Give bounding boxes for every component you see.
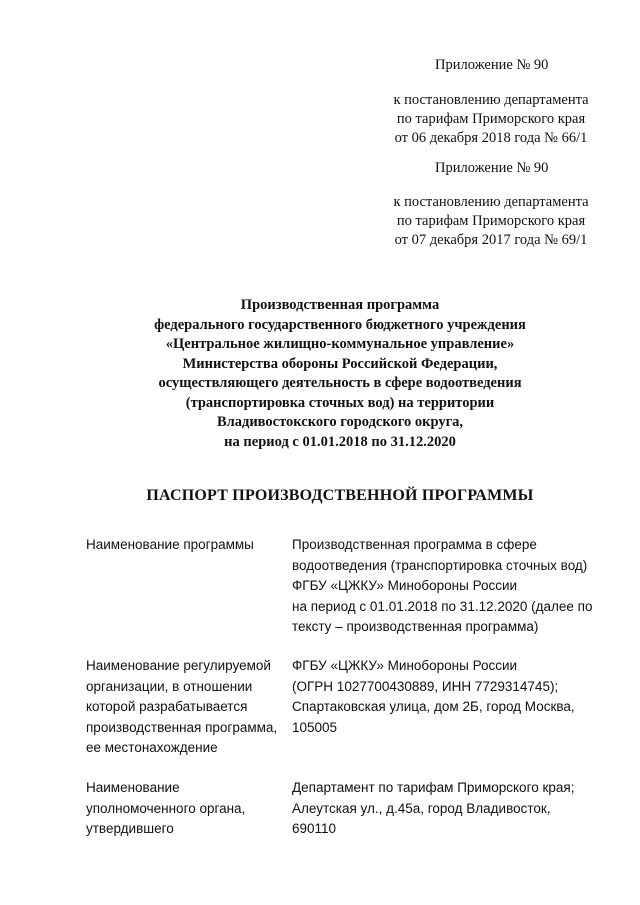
- row-label-line: ее местонахождение: [86, 740, 218, 755]
- appendix-1-line: от 06 декабря 2018 года № 66/1: [394, 130, 588, 146]
- row-value-line: Спартаковская улица, дом 2Б, город Москва,: [292, 699, 575, 714]
- heading-line: Министерства обороны Российской Федерации,: [182, 355, 498, 372]
- row-value-line: 105005: [292, 719, 338, 735]
- row-value: [292, 778, 606, 840]
- row-value: [292, 656, 606, 738]
- passport-row-program-name: [86, 535, 606, 640]
- row-label-line: организации, в отношении: [86, 678, 253, 694]
- appendix-2-line: по тарифам Приморского края: [396, 213, 586, 229]
- row-label-line: Наименование регулируемой: [86, 658, 271, 673]
- row-value-line: на период с 01.01.2018 по 31.12.2020 (далее по: [292, 598, 593, 614]
- program-heading: [60, 296, 620, 452]
- row-label: [86, 535, 286, 556]
- passport-row-organization: [86, 656, 606, 761]
- heading-line: Владивостокского городского округа,: [216, 414, 464, 430]
- row-label: [86, 778, 286, 840]
- row-value-line: Производственная программа в сфере: [292, 537, 537, 552]
- appendix-1-line: к постановлению департамента: [393, 92, 589, 108]
- row-label: [86, 656, 286, 759]
- row-value-line: Алеутская ул., д.45а, город Владивосток,: [292, 800, 551, 816]
- passport-title: ПАСПОРТ ПРОИЗВОДСТВЕННОЙ ПРОГРАММЫ: [146, 487, 534, 504]
- row-value: [292, 535, 606, 638]
- appendix-1-line: по тарифам Приморского края: [396, 111, 586, 127]
- heading-line: осуществляющего деятельность в сфере водоотведения: [158, 375, 522, 391]
- heading-line: Производственная программа: [240, 297, 440, 313]
- row-value-line: тексту – производственная программа): [292, 619, 539, 634]
- appendix-1-reference: [380, 91, 602, 148]
- row-value-line: ФГБУ «ЦЖКУ» Минобороны России: [292, 658, 518, 673]
- heading-line: (транспортировка сточных вод) на территории: [185, 394, 495, 411]
- appendix-2-reference: [380, 193, 602, 250]
- appendix-2-title: Приложение № 90: [435, 160, 549, 176]
- heading-line: «Центральное жилищно-коммунальное управление»: [165, 336, 515, 352]
- row-label-line: уполномоченного органа,: [86, 800, 246, 816]
- row-value-line: (ОГРН 1027700430889, ИНН 7729314745);: [292, 678, 559, 694]
- row-label-line: Наименование: [86, 780, 180, 795]
- row-label-line: которой разрабатывается: [86, 699, 248, 714]
- appendix-1-title: Приложение № 90: [435, 57, 549, 73]
- row-value-line: ФГБУ «ЦЖКУ» Минобороны России: [292, 578, 518, 593]
- passport-row-authority: [86, 778, 606, 843]
- heading-line: федерального государственного бюджетного учреждения: [154, 316, 526, 333]
- appendix-2-line: от 07 декабря 2017 года № 69/1: [394, 232, 588, 248]
- heading-line: на период с 01.01.2018 по 31.12.2020: [224, 433, 456, 450]
- row-label-line: производственная программа,: [86, 719, 278, 735]
- row-value-line: 690110: [292, 821, 337, 836]
- row-label-line: утвердившего: [86, 821, 174, 836]
- row-value-line: водоотведения (транспортировка сточных вод): [292, 557, 588, 573]
- appendix-2-line: к постановлению департамента: [393, 194, 589, 210]
- row-label-line: Наименование программы: [86, 537, 254, 552]
- row-value-line: Департамент по тарифам Приморского края;: [292, 780, 575, 795]
